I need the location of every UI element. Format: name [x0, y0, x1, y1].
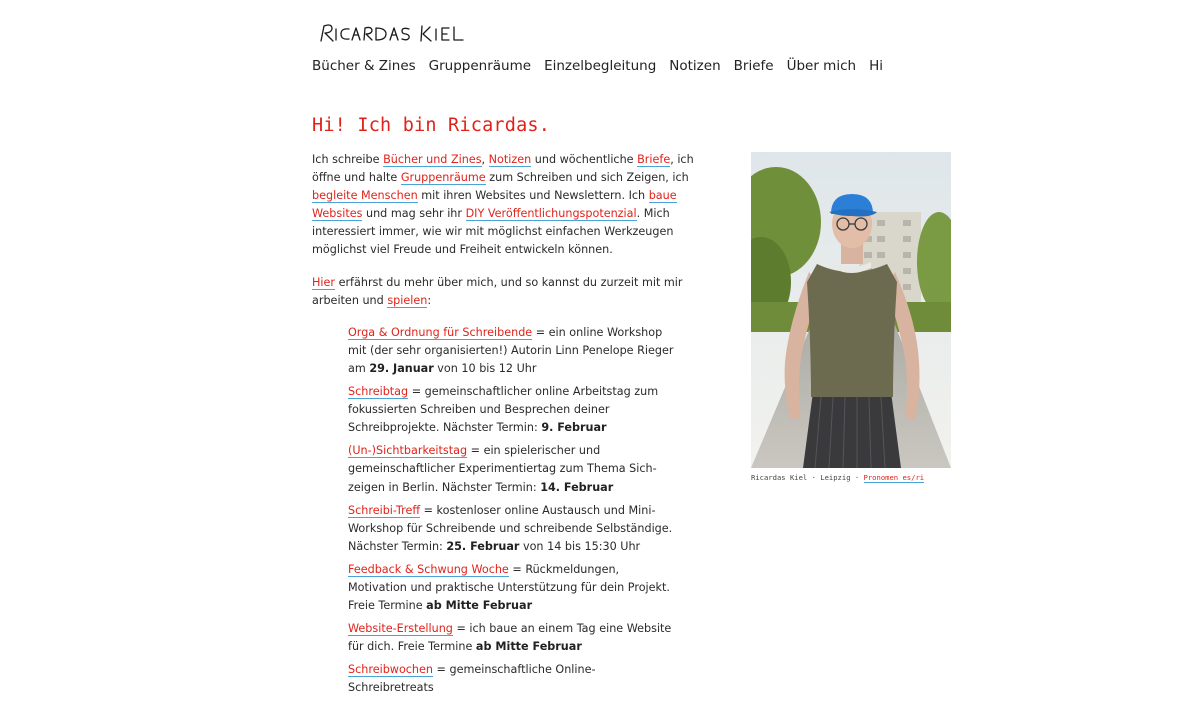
- intro-text: ,: [481, 153, 489, 166]
- offer-item: [348, 442, 678, 496]
- link-buecher-zines[interactable]: Bücher und Zines: [383, 153, 482, 166]
- portrait-figure: [751, 152, 951, 482]
- portrait-photo: [751, 152, 951, 468]
- offer-link-orga-ordnung[interactable]: Orga & Ordnung für Schreibende: [348, 325, 533, 339]
- offer-date: ab Mitte Februar: [475, 640, 582, 654]
- nav-item-einzelbegleitung[interactable]: Einzelbegleitung: [544, 58, 657, 74]
- offer-item: [348, 561, 678, 615]
- offer-text: = ein online Workshop mit (der sehr organisierten!) Autorin Linn Penelope Rieger am: [348, 325, 674, 375]
- nav-item-briefe[interactable]: Briefe: [733, 58, 774, 74]
- link-begleite-menschen[interactable]: begleite Menschen: [312, 189, 418, 203]
- link-spielen[interactable]: spielen: [387, 293, 428, 307]
- intro-text: mit ihren Websites und Newslettern. Ich: [417, 189, 649, 203]
- offer-link-sichtbarkeitstag[interactable]: (Un-)Sichtbarkeitstag: [348, 444, 468, 458]
- site-logo[interactable]: [318, 20, 466, 46]
- offer-date: 14. Februar: [540, 480, 614, 494]
- offer-link-schreibwochen[interactable]: Schreibwochen: [348, 663, 433, 677]
- main-content: [312, 151, 712, 703]
- link-baue-websites[interactable]: baue Websites: [312, 189, 677, 221]
- pronomen-link[interactable]: Pronomen es/ri: [863, 473, 925, 482]
- offer-text: = ich baue an einem Tag eine Website für dich. Freie Termine: [348, 622, 672, 654]
- nav-item-hi[interactable]: Hi: [869, 58, 883, 74]
- offer-text: = gemeinschaftlicher online Arbeitstag zum fokussierten Schreiben und Besprechen deiner Schreibprojekte. Nächster Termin:: [348, 385, 659, 435]
- offer-date: 25. Februar: [446, 539, 520, 553]
- main-nav: [312, 56, 896, 76]
- offer-item: [348, 324, 678, 378]
- offer-text: = kostenloser online Austausch und Mini-Workshop für Schreibende und schreibende Selbständige. Nächster Termin:: [348, 503, 673, 553]
- offer-date: ab Mitte Februar: [426, 599, 533, 613]
- nav-item-notizen[interactable]: Notizen: [669, 58, 721, 74]
- offer-link-schreibtag[interactable]: Schreibtag: [348, 385, 409, 399]
- offer-text: = gemeinschaftliche Online-Schreibretreats: [348, 663, 596, 695]
- link-briefe[interactable]: Briefe: [637, 153, 671, 166]
- nav-item-buecher-zines[interactable]: Bücher & Zines: [312, 58, 416, 74]
- offer-text: von 10 bis 12 Uhr: [433, 361, 537, 375]
- offer-item: [348, 383, 678, 437]
- intro-text: zum Schreiben und sich Zeigen, ich: [485, 171, 689, 185]
- page-title: Hi! Ich bin Ricardas.: [312, 115, 551, 136]
- intro-text: . Mich interessiert immer, wie wir mit möglichst einfachen Werkzeugen möglichst viel Freude und Freiheit entwickeln können.: [312, 207, 674, 257]
- offers-list: [312, 324, 678, 698]
- offer-text: = Rückmeldungen, Motivation und praktische Unterstützung für dein Projekt. Freie Termine: [348, 562, 670, 613]
- intro-text: und mag sehr ihr: [362, 207, 466, 221]
- offer-item: [348, 502, 678, 556]
- offer-date: 29. Januar: [369, 361, 434, 375]
- nav-item-gruppenraeume[interactable]: Gruppenräume: [428, 58, 532, 74]
- offer-link-website-erstellung[interactable]: Website-Erstellung: [348, 622, 453, 636]
- intro-paragraph: [312, 151, 712, 260]
- caption-text: Ricardas Kiel · Leipzig ·: [751, 473, 864, 482]
- offer-text: = ein spielerischer und gemeinschaftlicher Experimentiertag zum Thema Sich-zeigen in Berlin. Nächster Termin:: [348, 444, 657, 494]
- link-hier[interactable]: Hier: [312, 275, 336, 289]
- link-notizen[interactable]: Notizen: [488, 153, 532, 166]
- more-text: :: [427, 293, 432, 307]
- offer-link-schreibi-treff[interactable]: Schreibi-Treff: [348, 503, 421, 517]
- offer-link-feedback-schwung[interactable]: Feedback & Schwung Woche: [348, 562, 509, 576]
- offer-text: von 14 bis 15:30 Uhr: [519, 539, 641, 553]
- nav-item-ueber-mich[interactable]: Über mich: [786, 58, 857, 74]
- offer-item: [348, 661, 678, 697]
- link-gruppenraeume[interactable]: Gruppenräume: [400, 171, 486, 185]
- offer-item: [348, 620, 678, 656]
- intro-text: Ich schreibe: [312, 153, 384, 166]
- photo-caption: [751, 473, 951, 482]
- intro-text: , ich öffne und halte: [312, 153, 694, 185]
- intro-text: und wöchentliche: [531, 153, 638, 166]
- offer-date: 9. Februar: [541, 421, 607, 435]
- more-paragraph: [312, 274, 712, 310]
- link-diy-veroeffentlichung[interactable]: DIY Veröffentlichungspotenzial: [465, 207, 637, 221]
- more-text: erfährst du mehr über mich, und so kannst du zurzeit mit mir arbeiten und: [312, 275, 683, 307]
